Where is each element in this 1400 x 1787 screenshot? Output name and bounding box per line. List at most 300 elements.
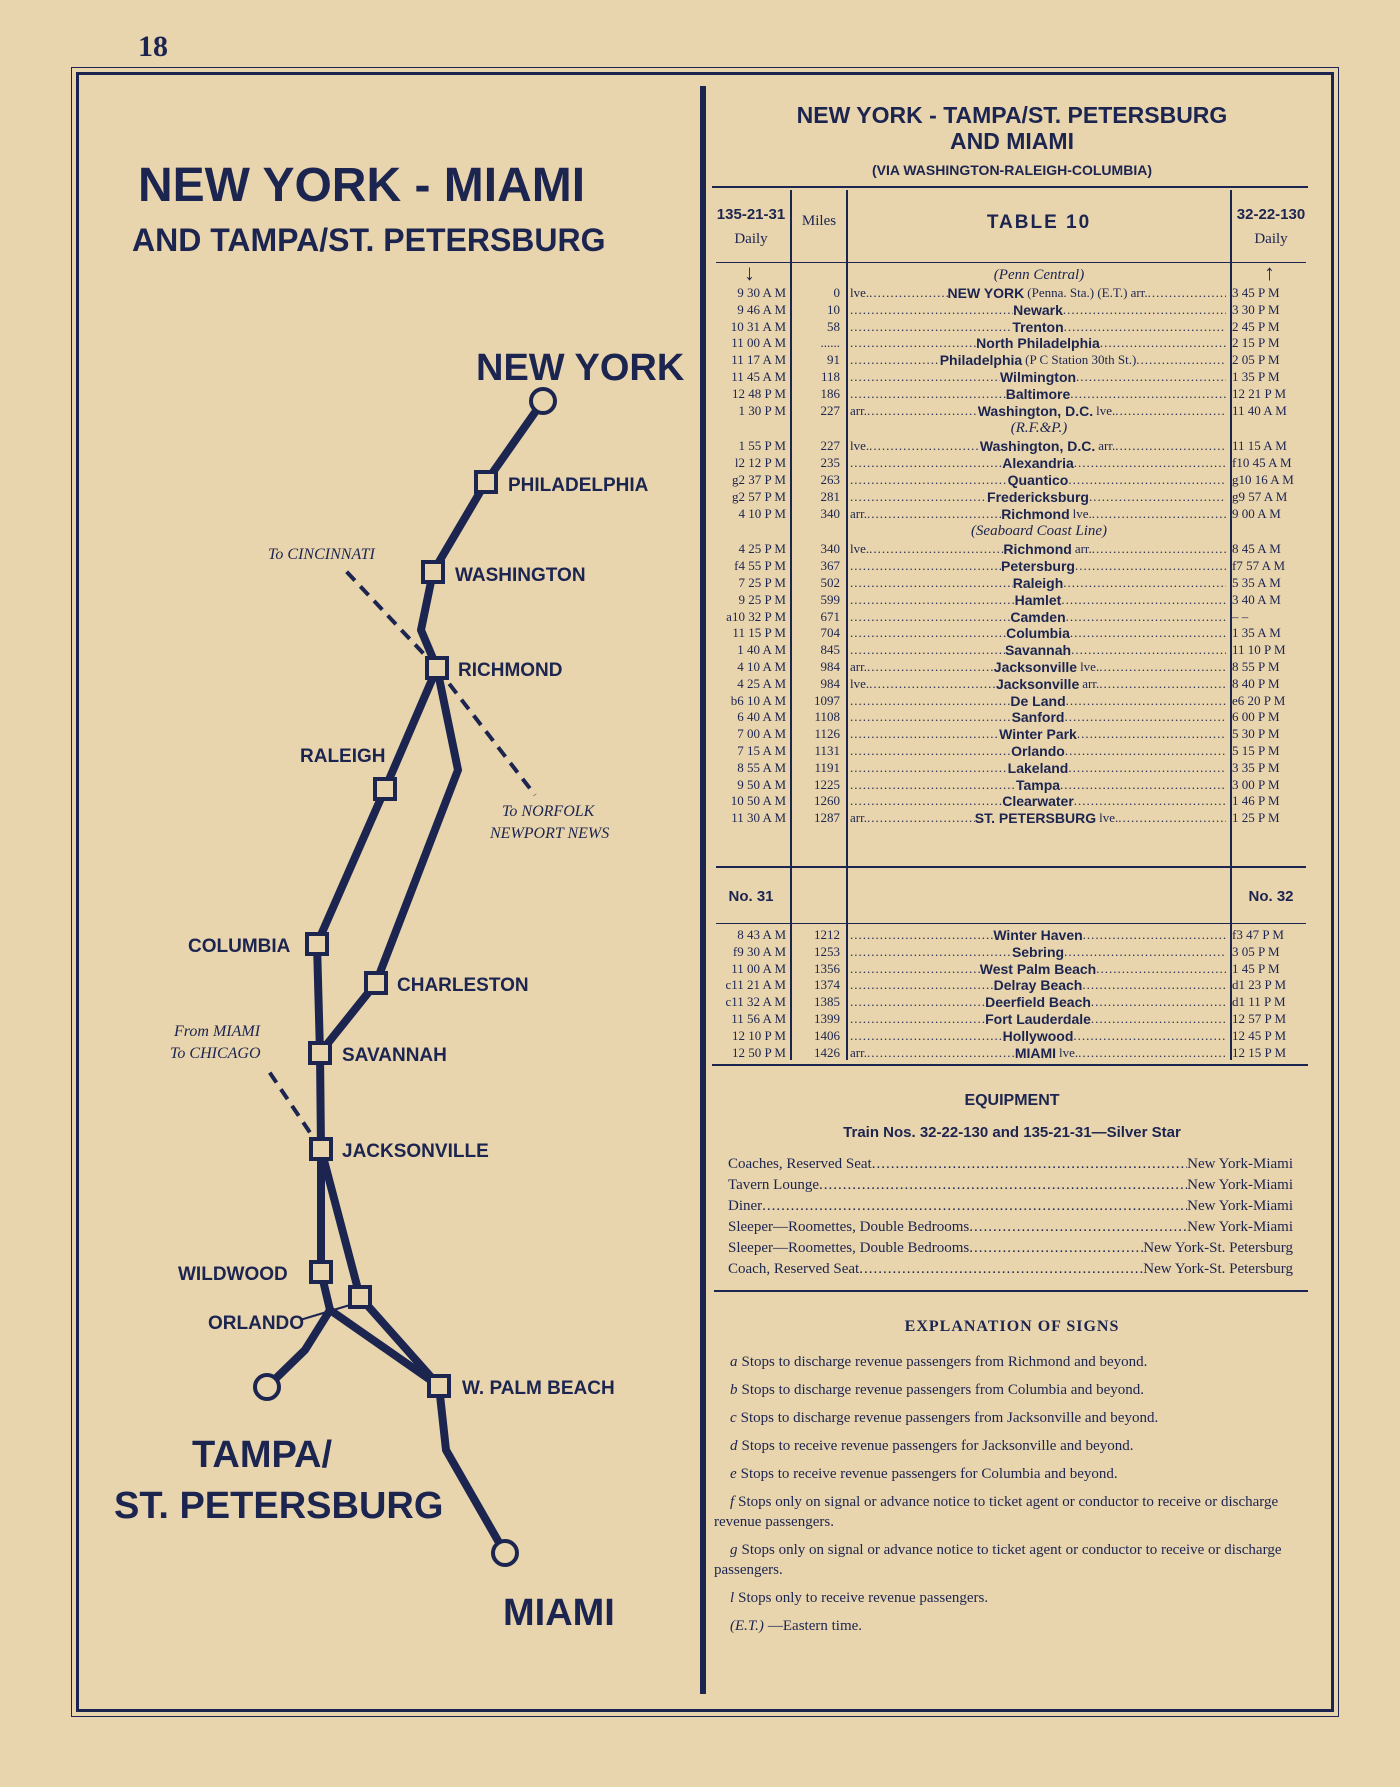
city-miami: MIAMI — [503, 1592, 615, 1634]
sign-item — [714, 1588, 1314, 1608]
left-time: g2 37 P M — [731, 472, 786, 487]
leader-dots — [1115, 403, 1226, 419]
right-time: 5 35 A M — [1232, 575, 1281, 590]
city-columbia: COLUMBIA — [188, 936, 291, 957]
leader-dots — [1068, 472, 1226, 488]
right-time: f10 45 A M — [1232, 455, 1292, 471]
leader-dots — [869, 285, 947, 301]
left-time: 8 55 A M — [737, 759, 786, 775]
station-name: Tampa — [1015, 776, 1061, 793]
station-name: Camden — [1010, 608, 1066, 625]
miles: 58 — [827, 318, 840, 334]
station-cell — [846, 777, 1228, 793]
page-number: 18 — [138, 30, 168, 63]
station-name: Winter Haven — [993, 927, 1083, 943]
station-cell — [846, 927, 1228, 943]
leader-dots — [850, 352, 940, 368]
section-seaboard: (Seaboard Coast Line) — [970, 523, 1108, 540]
station-name: MIAMI — [1014, 1044, 1057, 1061]
sign-symbol: f — [730, 1494, 735, 1510]
sign-symbol: d — [730, 1438, 738, 1454]
left-time: 11 00 A M — [731, 960, 786, 976]
table-row — [712, 659, 1312, 675]
left-time: g2 57 P M — [731, 488, 786, 504]
equipment-car: Sleeper—Roomettes, Double Bedrooms — [728, 1240, 970, 1256]
leader-dots — [850, 793, 1002, 809]
sign-symbol: a — [730, 1354, 738, 1370]
column-divider — [700, 86, 706, 1694]
leader-dots — [859, 1260, 1143, 1278]
left-time: b6 10 A M — [730, 692, 786, 708]
table-row — [712, 994, 1312, 1010]
right-time: f7 57 A M — [1232, 558, 1286, 574]
arr-lve: lve. — [850, 675, 870, 691]
sign-symbol: g — [730, 1542, 738, 1558]
leader-dots — [1061, 592, 1226, 608]
arr-lve: arr. — [850, 402, 867, 418]
left-time: 1 30 P M — [738, 402, 786, 418]
right-time: 6 00 P M — [1232, 709, 1280, 725]
leader-dots — [762, 1197, 1187, 1215]
station-cell — [846, 335, 1228, 351]
table-row — [712, 709, 1312, 725]
sign-text: Stops only on signal or advance notice to ticket agent or conductor to receive or discharge passengers. — [714, 1542, 1282, 1578]
city-west-palm-beach: W. PALM BEACH — [462, 1378, 615, 1399]
left-time: 11 17 A M — [731, 352, 786, 368]
equipment-route: New York-Miami — [1187, 1177, 1293, 1193]
station-name: Richmond — [1003, 541, 1072, 558]
signs-list — [714, 1352, 1314, 1644]
table-row — [712, 977, 1312, 993]
right-time: f3 47 P M — [1232, 927, 1284, 942]
leader-dots — [850, 709, 1012, 725]
city-new-york: NEW YORK — [476, 347, 685, 389]
station-note: (Penna. Sta.) (E.T.) arr. — [1027, 285, 1148, 300]
sign-symbol: (E.T.) — [730, 1618, 764, 1634]
left-time: 1 55 P M — [738, 438, 786, 454]
right-time: 12 15 P M — [1232, 1044, 1287, 1060]
leader-dots — [1074, 793, 1226, 809]
right-frequency: Daily — [1254, 231, 1288, 247]
sign-symbol: c — [730, 1410, 737, 1426]
sign-item — [714, 1464, 1314, 1484]
equipment-route: New York-Miami — [1187, 1156, 1293, 1172]
leader-dots — [1076, 369, 1226, 385]
station-cell — [846, 693, 1228, 709]
table-row — [712, 642, 1312, 658]
sign-text: Stops to discharge revenue passengers from Columbia and beyond. — [741, 1382, 1145, 1398]
table-row — [712, 760, 1312, 776]
leader-dots — [850, 302, 1013, 318]
left-time: 4 10 A M — [737, 659, 786, 674]
station-name: Raleigh — [1012, 575, 1064, 591]
left-time: 4 25 P M — [738, 541, 786, 557]
leader-dots — [850, 1028, 1003, 1044]
up-arrow-icon: ↑ — [1264, 260, 1275, 285]
leader-dots — [850, 386, 1006, 402]
table-row — [712, 1011, 1312, 1027]
table-row — [712, 961, 1312, 977]
sign-item — [714, 1492, 1314, 1532]
right-time: 12 57 P M — [1232, 1011, 1287, 1026]
sign-symbol: b — [730, 1382, 738, 1398]
station-cell — [846, 642, 1228, 658]
station-cell — [846, 592, 1228, 608]
station-name: Wilmington — [999, 369, 1077, 385]
station-cell — [846, 302, 1228, 318]
station-cell — [846, 961, 1228, 977]
leader-dots — [969, 1218, 1187, 1236]
leader-dots — [850, 1011, 985, 1027]
leader-dots — [850, 642, 1005, 658]
station-name: Columbia — [1006, 625, 1070, 642]
leader-dots — [850, 743, 1011, 759]
station-name: Alexandria — [1002, 455, 1074, 472]
leader-dots — [867, 659, 994, 675]
leader-dots — [1083, 927, 1226, 943]
sign-item — [714, 1380, 1314, 1400]
station-cell — [846, 977, 1228, 993]
left-time: 6 40 A M — [737, 709, 786, 725]
station-cell — [846, 472, 1228, 488]
city-wildwood: WILDWOOD — [178, 1264, 288, 1285]
left-time: 7 25 P M — [738, 575, 786, 590]
miles: ...... — [820, 335, 840, 351]
title-line-1: NEW YORK - TAMPA/ST. PETERSBURG — [796, 102, 1228, 128]
leader-dots — [869, 438, 980, 454]
station-cell — [846, 743, 1228, 759]
miles: 984 — [820, 659, 840, 674]
station-cell — [846, 810, 1228, 826]
table-row — [712, 927, 1312, 943]
miles: 1131 — [814, 743, 840, 758]
down-arrow-icon: ↓ — [744, 260, 755, 285]
miles: 1287 — [814, 810, 840, 826]
leader-dots — [1148, 285, 1226, 301]
right-time: 3 45 P M — [1232, 285, 1280, 300]
left-time: 9 25 P M — [738, 591, 786, 607]
station-cell — [846, 760, 1228, 776]
leader-dots — [1063, 575, 1226, 591]
sign-text: —Eastern time. — [767, 1618, 863, 1634]
equipment-subtitle: Train Nos. 32-22-130 and 135-21-31—Silver Star — [843, 1124, 1181, 1141]
station-note: lve. — [1096, 402, 1116, 418]
miles: 281 — [820, 488, 840, 504]
arr-lve: lve. — [850, 438, 870, 454]
miles: 1212 — [814, 927, 840, 942]
leader-dots — [850, 625, 1006, 641]
station-name: ST. PETERSBURG — [974, 810, 1097, 827]
equipment-car: Sleeper—Roomettes, Double Bedrooms — [728, 1219, 970, 1235]
table-row — [712, 777, 1312, 793]
leader-dots — [1060, 777, 1226, 793]
miles: 118 — [820, 369, 840, 384]
miles: 1399 — [814, 1011, 840, 1026]
left-time: 4 10 P M — [738, 505, 786, 521]
section-penn-central: (Penn Central) — [993, 267, 1085, 283]
leader-dots — [850, 455, 1002, 471]
station-name: Jacksonville — [995, 675, 1080, 692]
station-cell — [846, 369, 1228, 385]
table-row — [712, 793, 1312, 809]
station-name: Quantico — [1007, 472, 1069, 488]
left-time: c11 21 A M — [725, 977, 786, 993]
right-time: 3 40 A M — [1232, 591, 1281, 607]
miles: 340 — [820, 505, 840, 521]
station-cell — [846, 352, 1228, 368]
sign-text: Stops to discharge revenue passengers from Richmond and beyond. — [741, 1354, 1148, 1370]
right-time: 12 21 P M — [1232, 385, 1287, 401]
station-name: Fredericksburg — [987, 488, 1089, 505]
table-row — [712, 625, 1312, 641]
leader-dots — [1064, 944, 1226, 960]
station-name: West Palm Beach — [979, 960, 1097, 977]
leader-dots — [867, 506, 1001, 522]
right-time: 3 00 P M — [1232, 776, 1280, 792]
right-time: – – — [1232, 608, 1249, 624]
station-name: Petersburg — [1001, 558, 1075, 575]
right-time: d1 23 P M — [1232, 977, 1287, 993]
station-cell — [846, 609, 1228, 625]
right-time: 11 10 P M — [1232, 642, 1286, 658]
table-row — [712, 455, 1312, 471]
city-richmond: RICHMOND — [458, 660, 563, 681]
map-subtitle: AND TAMPA/ST. PETERSBURG — [132, 222, 606, 258]
station-name: Newark — [1013, 301, 1063, 318]
left-time: 10 50 A M — [730, 793, 786, 809]
city-savannah: SAVANNAH — [342, 1045, 447, 1066]
sign-item — [714, 1436, 1314, 1456]
station-name: Washington, D.C. — [979, 438, 1096, 455]
arr-lve: arr. — [850, 1044, 867, 1060]
station-name: Hollywood — [1002, 1027, 1074, 1044]
right-train-number: 32-22-130 — [1236, 206, 1306, 223]
station-cell — [846, 403, 1228, 419]
city-st-petersburg: ST. PETERSBURG — [114, 1485, 444, 1527]
left-time: f9 30 A M — [732, 943, 786, 959]
leader-dots — [867, 810, 975, 826]
arr-lve: arr. — [850, 505, 867, 521]
leader-dots — [850, 592, 1015, 608]
sign-item — [714, 1408, 1314, 1428]
equipment-item — [728, 1197, 1293, 1215]
leader-dots — [850, 609, 1010, 625]
table-row — [712, 369, 1312, 385]
arr-lve: lve. — [850, 541, 870, 557]
miles: 1260 — [814, 793, 840, 809]
miles: 671 — [820, 608, 840, 624]
left-time: 12 50 P M — [731, 1044, 786, 1060]
sign-text: Stops only on signal or advance notice to ticket agent or conductor to receive or discharge revenue passengers. — [714, 1494, 1279, 1530]
city-washington: WASHINGTON — [455, 565, 586, 586]
left-time: 7 00 A M — [737, 726, 786, 742]
right-time: g10 16 A M — [1232, 472, 1294, 487]
arr-lve: arr. — [850, 810, 867, 826]
left-time: 11 56 A M — [731, 1011, 786, 1026]
left-time: 11 00 A M — [731, 335, 786, 351]
city-charleston: CHARLESTON — [397, 975, 529, 996]
signs-title: EXPLANATION OF SIGNS — [904, 1318, 1120, 1335]
sub-left-train: No. 31 — [728, 888, 774, 905]
station-cell — [846, 541, 1228, 557]
equipment-title: EQUIPMENT — [964, 1092, 1060, 1109]
city-jacksonville: JACKSONVILLE — [342, 1141, 489, 1162]
station-cell — [846, 489, 1228, 505]
miles: 340 — [820, 541, 840, 557]
sign-text: Stops to discharge revenue passengers from Jacksonville and beyond. — [740, 1410, 1159, 1426]
station-cell — [846, 455, 1228, 471]
right-time: 2 15 P M — [1232, 335, 1280, 351]
table-row — [712, 609, 1312, 625]
station-cell — [846, 659, 1228, 675]
right-time: 11 15 A M — [1232, 438, 1287, 454]
leader-dots — [850, 472, 1008, 488]
station-cell — [846, 709, 1228, 725]
right-time: 5 30 P M — [1232, 726, 1280, 742]
leader-dots — [1070, 625, 1226, 641]
station-name: Philadelphia — [939, 352, 1023, 369]
right-time: 3 35 P M — [1232, 759, 1280, 775]
leader-dots — [850, 558, 1001, 574]
left-time: c11 32 A M — [725, 994, 786, 1010]
station-name: Winter Park — [999, 726, 1077, 743]
table-number: TABLE 10 — [986, 212, 1092, 233]
station-name: Richmond — [1001, 505, 1070, 522]
table-row — [712, 489, 1312, 505]
miles: 1253 — [814, 943, 840, 959]
sign-symbol: l — [730, 1590, 735, 1606]
leader-dots — [869, 676, 996, 692]
station-note: (P C Station 30th St.) — [1025, 352, 1137, 368]
miles: 186 — [820, 385, 840, 401]
leader-dots — [850, 335, 976, 351]
left-train-number: 135-21-31 — [716, 206, 786, 223]
to-chicago-label: To CHICAGO — [170, 1045, 261, 1062]
equipment-car: Coaches, Reserved Seat — [728, 1156, 872, 1172]
right-time: d1 11 P M — [1232, 994, 1286, 1010]
table-row — [712, 352, 1312, 368]
station-cell — [846, 944, 1228, 960]
sign-text: Stops to receive revenue passengers for Columbia and beyond. — [740, 1466, 1118, 1482]
right-time: 2 05 P M — [1232, 352, 1280, 368]
left-time: 1 40 A M — [737, 642, 786, 658]
right-time: 1 46 P M — [1232, 793, 1280, 809]
to-cincinnati-label: To CINCINNATI — [268, 546, 375, 563]
table-row — [712, 1028, 1312, 1044]
station-cell — [846, 994, 1228, 1010]
right-time: 12 45 P M — [1232, 1027, 1287, 1043]
right-time: g9 57 A M — [1232, 488, 1288, 504]
leader-dots — [850, 693, 1010, 709]
right-time: 1 35 P M — [1232, 369, 1280, 384]
leader-dots — [1065, 743, 1226, 759]
leader-dots — [1100, 335, 1226, 351]
leader-dots — [850, 927, 993, 943]
city-orlando: ORLANDO — [208, 1313, 305, 1334]
miles: 1126 — [814, 726, 840, 742]
right-time: 3 05 P M — [1232, 943, 1280, 959]
left-time: 11 45 A M — [731, 369, 786, 384]
leader-dots — [869, 541, 1003, 557]
table-row — [712, 944, 1312, 960]
miles: 1097 — [814, 692, 840, 708]
table-row — [712, 693, 1312, 709]
station-cell — [846, 1028, 1228, 1044]
station-cell — [846, 793, 1228, 809]
to-norfolk-label: To NORFOLK — [502, 803, 595, 820]
leader-dots — [850, 726, 999, 742]
left-time: 9 50 A M — [737, 776, 786, 792]
station-cell — [846, 386, 1228, 402]
table-row — [712, 438, 1312, 454]
left-time: 11 15 P M — [732, 625, 786, 641]
station-name: NEW YORK — [947, 285, 1025, 301]
timetable-via: (VIA WASHINGTON-RALEIGH-COLUMBIA) — [872, 162, 1152, 178]
leader-dots — [850, 944, 1012, 960]
equipment-item — [728, 1155, 1293, 1173]
right-time: 3 30 P M — [1232, 301, 1280, 317]
leader-dots — [1091, 1011, 1226, 1027]
leader-dots — [1073, 1028, 1226, 1044]
table-row — [712, 506, 1312, 522]
sub-right-train: No. 32 — [1248, 888, 1294, 905]
right-time: 1 35 A M — [1232, 625, 1281, 641]
station-name: Hamlet — [1014, 591, 1062, 608]
station-name: Jacksonville — [993, 659, 1078, 675]
leader-dots — [1068, 760, 1226, 776]
leader-dots — [850, 777, 1016, 793]
equipment-route: New York-St. Petersburg — [1143, 1240, 1293, 1256]
leader-dots — [1099, 659, 1226, 675]
leader-dots — [1063, 302, 1226, 318]
leader-dots — [1082, 977, 1226, 993]
sign-item — [714, 1352, 1314, 1372]
leader-dots — [1064, 709, 1226, 725]
leader-dots — [1115, 438, 1226, 454]
sign-item — [714, 1616, 1314, 1636]
leader-dots — [850, 977, 994, 993]
station-cell — [846, 676, 1228, 692]
left-time: 11 30 A M — [731, 810, 786, 826]
table-row — [712, 592, 1312, 608]
table-row — [712, 541, 1312, 557]
right-time: 11 40 A M — [1232, 402, 1287, 418]
station-name: Fort Lauderdale — [985, 1011, 1091, 1027]
miles: 263 — [820, 472, 840, 487]
miles: 1385 — [814, 994, 840, 1010]
leader-dots — [1096, 961, 1226, 977]
table-row — [712, 743, 1312, 759]
right-time: 8 40 P M — [1232, 675, 1280, 691]
miles-header: Miles — [801, 213, 837, 229]
station-name: Baltimore — [1005, 385, 1071, 402]
miles: 91 — [827, 352, 840, 368]
left-time: 7 15 A M — [737, 743, 786, 758]
leader-dots — [1064, 319, 1226, 335]
miles: 1356 — [814, 960, 840, 976]
left-time: 4 25 A M — [737, 675, 786, 691]
leader-dots — [1099, 676, 1226, 692]
table-row — [712, 386, 1312, 402]
left-time: l2 12 P M — [734, 455, 786, 471]
miles: 599 — [820, 591, 840, 607]
equipment-route: New York-Miami — [1187, 1219, 1293, 1235]
leader-dots — [850, 994, 985, 1010]
leader-dots — [819, 1176, 1187, 1194]
leader-dots — [1066, 609, 1226, 625]
leader-dots — [1071, 642, 1226, 658]
right-time: 5 15 P M — [1232, 743, 1280, 758]
